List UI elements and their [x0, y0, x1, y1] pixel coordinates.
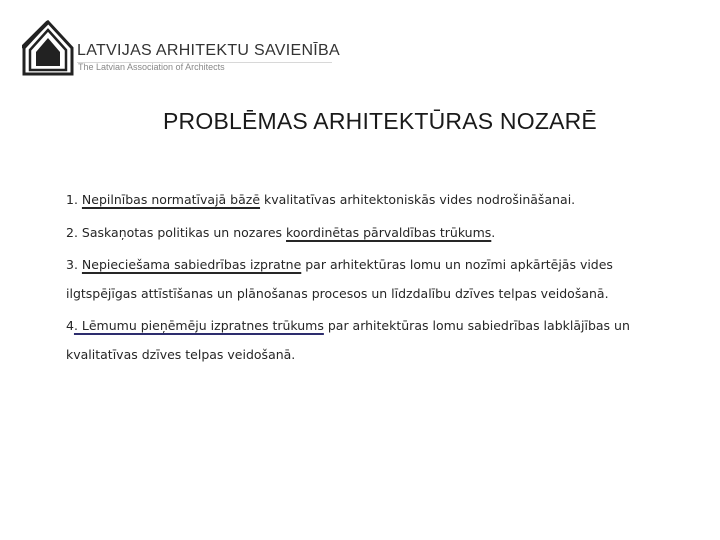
- list-item-1: [66, 190, 686, 210]
- item-text: par arhitektūras lomu un nozīmi apkārtējās vides ilgtspējīgas attīstīšanas un plānošanas procesos un līdzdalību dzīves telpas veidošanā.: [66, 257, 613, 301]
- org-name-english: The Latvian Association of Architects: [78, 62, 225, 72]
- item-number: 3.: [66, 257, 78, 272]
- item-underlined-text: Nepilnības normatīvajā bāzē: [81, 192, 261, 207]
- item-text: .: [491, 225, 496, 240]
- list-item-2: [66, 218, 686, 247]
- item-text: par arhitektūras lomu sabiedrības labklājības un kvalitatīvas dzīves telpas veidošanā.: [66, 318, 630, 362]
- item-text: kvalitatīvas arhitektoniskās vides nodrošināšanai.: [260, 192, 576, 207]
- org-name: LATVIJAS ARHITEKTU SAVIENĪBA: [77, 42, 340, 59]
- logo: [22, 20, 342, 80]
- item-underlined-text: koordinētas pārvaldības trūkums: [286, 225, 492, 240]
- list-item-3: [66, 250, 686, 308]
- list-item-4: [66, 311, 686, 369]
- slide-title: PROBLĒMAS ARHITEKTŪRAS NOZARĒ: [163, 108, 597, 134]
- item-number: 1.: [66, 192, 78, 207]
- item-number: 4: [66, 318, 74, 333]
- item-text-before: Saskaņotas politikas un nozares: [77, 225, 287, 240]
- problem-list: [66, 190, 686, 372]
- triangle-monogram-icon: [22, 20, 74, 76]
- item-underlined-text: Nepieciešama sabiedrības izpratne: [81, 257, 302, 272]
- item-underlined-text: . Lēmumu pieņēmēju izpratnes trūkums: [73, 318, 324, 333]
- item-number: 2.: [66, 225, 78, 240]
